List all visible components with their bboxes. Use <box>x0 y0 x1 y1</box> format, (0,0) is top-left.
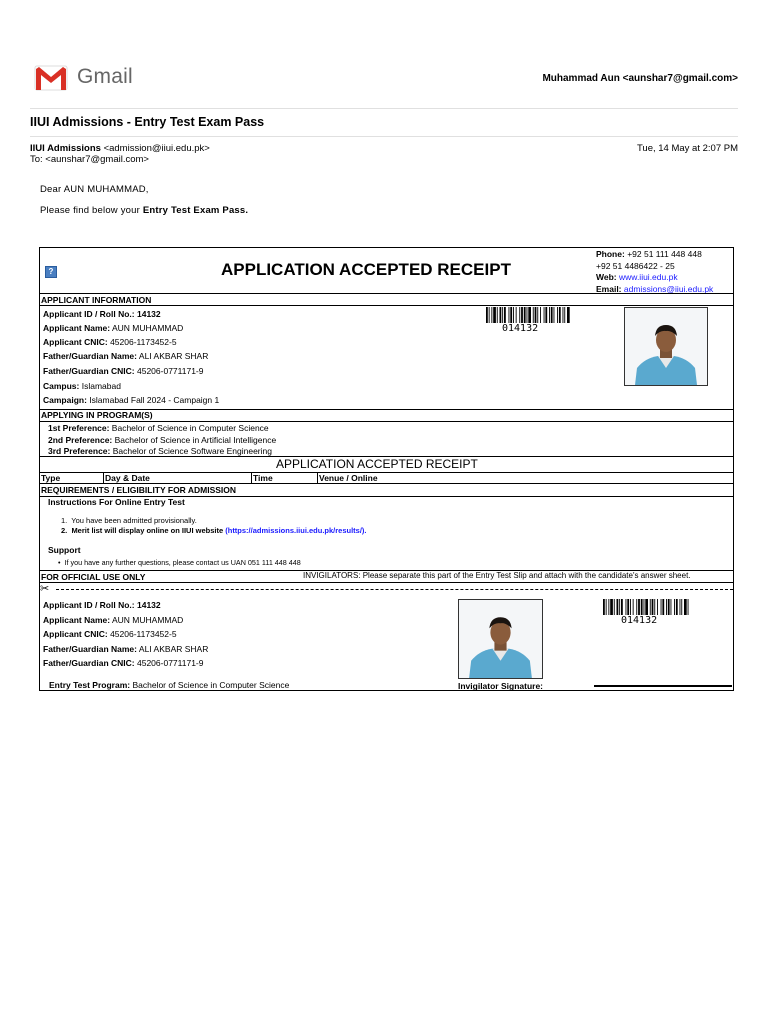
programs-header: APPLYING IN PROGRAM(S) <box>41 410 153 420</box>
value: Bachelor of Science in Computer Science <box>111 423 269 433</box>
label: Campaign: <box>43 395 87 405</box>
barcode-image <box>486 307 570 323</box>
barcode-bar <box>614 599 615 615</box>
barcode-bar <box>688 599 689 615</box>
support-text: • If you have any further questions, please contact us UAN 051 111 448 448 <box>58 558 301 567</box>
label: Applicant Name: <box>43 323 111 333</box>
schedule-header-date: Day & Date <box>105 473 150 483</box>
label: 3rd Preference: <box>48 446 111 456</box>
merit-list-link[interactable]: (https://admissions.iiui.edu.pk/results/). <box>225 526 367 535</box>
barcode-bar <box>650 599 651 615</box>
barcode-bar <box>666 599 667 615</box>
label: 2nd Preference: <box>48 435 113 445</box>
web-label: Web: <box>596 272 617 282</box>
intro-prefix: Please find below your <box>40 205 143 216</box>
instructions-title: Instructions For Online Entry Test <box>48 497 185 507</box>
person-photo-icon <box>625 308 707 385</box>
contact-block <box>596 249 713 295</box>
barcode-bar <box>510 307 512 323</box>
column-divider <box>103 472 104 483</box>
subject-divider <box>30 136 738 137</box>
divider <box>40 483 733 484</box>
schedule-header-venue: Venue / Online <box>319 473 378 483</box>
slip-applicant-id <box>43 600 161 610</box>
slip-father-name <box>43 644 208 654</box>
label: Applicant CNIC: <box>43 629 108 639</box>
applicant-info-header: APPLICANT INFORMATION <box>41 295 152 305</box>
preference-2 <box>48 435 276 445</box>
slip-applicant-photo <box>458 599 543 679</box>
intro-bold: Entry Test Exam Pass. <box>142 205 249 216</box>
barcode-bar <box>619 599 620 615</box>
barcode-bar <box>654 599 655 615</box>
barcode-bar <box>657 599 658 615</box>
barcode-bar <box>606 599 607 615</box>
barcode-bar <box>641 599 643 615</box>
field-applicant-cnic <box>43 337 177 347</box>
barcode-bar <box>617 599 619 615</box>
invigilator-note: INVIGILATORS: Please separate this part of the Entry Test Slip and attach with the candidate's answer sheet. <box>303 571 691 580</box>
barcode-bar <box>627 599 629 615</box>
slip-father-cnic <box>43 658 204 668</box>
barcode-bar <box>674 599 675 615</box>
barcode-bar <box>545 307 547 323</box>
barcode-bar <box>610 599 613 615</box>
divider <box>40 305 733 306</box>
greeting: Dear AUN MUHAMMAD, <box>40 184 149 195</box>
receipt-title: APPLICATION ACCEPTED RECEIPT <box>221 260 511 279</box>
barcode-bar <box>554 307 555 323</box>
barcode-bar <box>564 307 565 323</box>
label: Applicant CNIC: <box>43 337 108 347</box>
account-label: Muhammad Aun <aunshar7@gmail.com> <box>542 73 738 84</box>
value: 45206-1173452-5 <box>110 629 177 639</box>
label: 1st Preference: <box>48 423 110 433</box>
barcode-bar <box>549 307 550 323</box>
email-subject: IIUI Admissions - Entry Test Exam Pass <box>30 115 265 129</box>
barcode-bar <box>500 307 502 323</box>
label: Father/Guardian Name: <box>43 351 137 361</box>
label: Applicant ID / Roll No.: <box>43 600 135 610</box>
barcode-bar <box>516 307 517 323</box>
value: ALI AKBAR SHAR <box>138 644 209 654</box>
barcode-bar <box>540 307 541 323</box>
barcode-bar <box>621 599 623 615</box>
barcode-bar <box>671 599 672 615</box>
slip-applicant-cnic <box>43 629 177 639</box>
value: AUN MUHAMMAD <box>111 615 184 625</box>
value: Bachelor of Science in Artificial Intelligence <box>114 435 277 445</box>
barcode-bar <box>681 599 682 615</box>
barcode-bar <box>491 307 492 323</box>
web-link[interactable]: www.iiui.edu.pk <box>619 272 678 282</box>
barcode-bar <box>567 307 570 323</box>
field-campus <box>43 381 121 391</box>
barcode-bar <box>652 599 654 615</box>
invigilator-signature-label: Invigilator Signature: <box>458 681 544 691</box>
preference-1 <box>48 423 269 433</box>
label: Father/Guardian CNIC: <box>43 658 135 668</box>
barcode-bar <box>528 307 531 323</box>
barcode-bar <box>486 307 488 323</box>
barcode-bar <box>533 307 534 323</box>
barcode-bar <box>524 307 526 323</box>
divider <box>40 421 733 422</box>
preference-3 <box>48 446 272 456</box>
barcode-bar <box>630 599 631 615</box>
value: Bachelor of Science Software Engineering <box>112 446 272 456</box>
intro-line <box>40 205 248 216</box>
second-title: APPLICATION ACCEPTED RECEIPT <box>276 457 478 471</box>
email-link[interactable]: admissions@iiui.edu.pk <box>623 283 714 294</box>
barcode-bar <box>509 307 510 323</box>
slip-barcode-image <box>603 599 689 615</box>
gmail-envelope-icon <box>34 65 68 91</box>
label: Applicant Name: <box>43 615 111 625</box>
value: 45206-0771171-9 <box>137 658 204 668</box>
barcode-bar <box>504 307 506 323</box>
barcode-bar <box>535 307 537 323</box>
instruction-1: 1. You have been admitted provisionally. <box>61 516 197 525</box>
barcode-bar <box>644 599 645 615</box>
barcode-bar <box>493 307 496 323</box>
barcode-bar <box>636 599 637 615</box>
barcode-bar <box>519 307 520 323</box>
label: Entry Test Program: <box>49 680 131 690</box>
requirements-header: REQUIREMENTS / ELIGIBILITY FOR ADMISSION <box>41 485 237 495</box>
column-divider <box>251 472 252 483</box>
label: Campus: <box>43 381 80 391</box>
phone-label: Phone: <box>596 249 625 259</box>
barcode-bar <box>661 599 662 615</box>
barcode-bar <box>563 307 564 323</box>
phone-2: +92 51 4486422 - 25 <box>596 260 675 271</box>
field-applicant-id <box>43 309 161 319</box>
broken-image-icon: ? <box>45 266 57 278</box>
divider <box>40 293 733 294</box>
value: AUN MUHAMMAD <box>111 323 184 333</box>
schedule-header-type: Type <box>41 473 61 483</box>
value: Islamabad Fall 2024 - Campaign 1 <box>89 395 220 405</box>
applicant-photo <box>624 307 708 386</box>
gmail-logo-text: Gmail <box>77 65 133 88</box>
phone-1: +92 51 111 448 448 <box>627 249 702 259</box>
value: Islamabad <box>81 381 121 391</box>
person-photo-icon <box>459 600 542 678</box>
email-date: Tue, 14 May at 2:07 PM <box>636 143 738 154</box>
barcode-bar <box>633 599 634 615</box>
divider <box>40 582 733 583</box>
barcode-bar <box>521 307 523 323</box>
value: Bachelor of Science in Computer Science <box>132 680 290 690</box>
email-label: Email: <box>596 283 622 294</box>
barcode-bar <box>497 307 498 323</box>
scissors-icon: ✂ <box>40 583 50 595</box>
barcode-bar <box>557 307 558 323</box>
field-campaign <box>43 395 219 405</box>
barcode-bar <box>676 599 678 615</box>
barcode-bar <box>559 307 561 323</box>
gmail-logo[interactable] <box>34 63 138 93</box>
barcode-bar <box>551 307 553 323</box>
label: Applicant ID / Roll No.: <box>43 309 135 319</box>
instruction-2: 2. Merit list will display online on IIUI website (https://admissions.iiui.edu.pk/results/). <box>61 526 367 535</box>
text: Merit list will display online on IIUI website <box>71 526 224 535</box>
label: Father/Guardian CNIC: <box>43 366 135 376</box>
barcode-bar <box>502 307 503 323</box>
value: 14132 <box>136 600 161 610</box>
cut-line <box>56 589 733 590</box>
header-divider <box>30 108 738 109</box>
field-father-cnic <box>43 366 204 376</box>
slip-program <box>49 680 289 690</box>
official-use-label: FOR OFFICIAL USE ONLY <box>41 572 146 582</box>
schedule-header-time: Time <box>253 473 273 483</box>
email-from <box>30 143 210 154</box>
barcode-bar <box>638 599 640 615</box>
barcode-bar <box>608 599 609 615</box>
barcode-bar <box>645 599 648 615</box>
sender-name: IIUI Admissions <box>30 143 101 154</box>
sender-email: <admission@iiui.edu.pk> <box>103 143 210 154</box>
entry-test-receipt <box>39 247 734 691</box>
barcode-bar <box>513 307 514 323</box>
field-applicant-name <box>43 323 183 333</box>
text: If you have any further questions, please contact us UAN 051 111 448 448 <box>64 558 301 567</box>
barcode-bar <box>489 307 490 323</box>
barcode-bar <box>684 599 687 615</box>
barcode-bar <box>626 599 627 615</box>
barcode-bar <box>680 599 681 615</box>
support-title: Support <box>48 545 81 555</box>
text: You have been admitted provisionally. <box>71 516 197 525</box>
signature-line <box>594 685 732 687</box>
barcode-bar <box>603 599 605 615</box>
barcode-bar <box>527 307 528 323</box>
value: ALI AKBAR SHAR <box>138 351 209 361</box>
email-to: To: <aunshar7@gmail.com> <box>30 154 149 165</box>
column-divider <box>317 472 318 483</box>
barcode-bar <box>668 599 670 615</box>
field-father-name <box>43 351 208 361</box>
barcode-bar <box>544 307 545 323</box>
slip-barcode-number: 014132 <box>621 615 658 626</box>
barcode-number: 014132 <box>502 323 539 334</box>
barcode-bar <box>662 599 664 615</box>
value: 14132 <box>136 309 161 319</box>
label: Father/Guardian Name: <box>43 644 137 654</box>
slip-applicant-name <box>43 615 183 625</box>
barcode-bar <box>537 307 538 323</box>
value: 45206-1173452-5 <box>110 337 177 347</box>
value: 45206-0771171-9 <box>137 366 204 376</box>
